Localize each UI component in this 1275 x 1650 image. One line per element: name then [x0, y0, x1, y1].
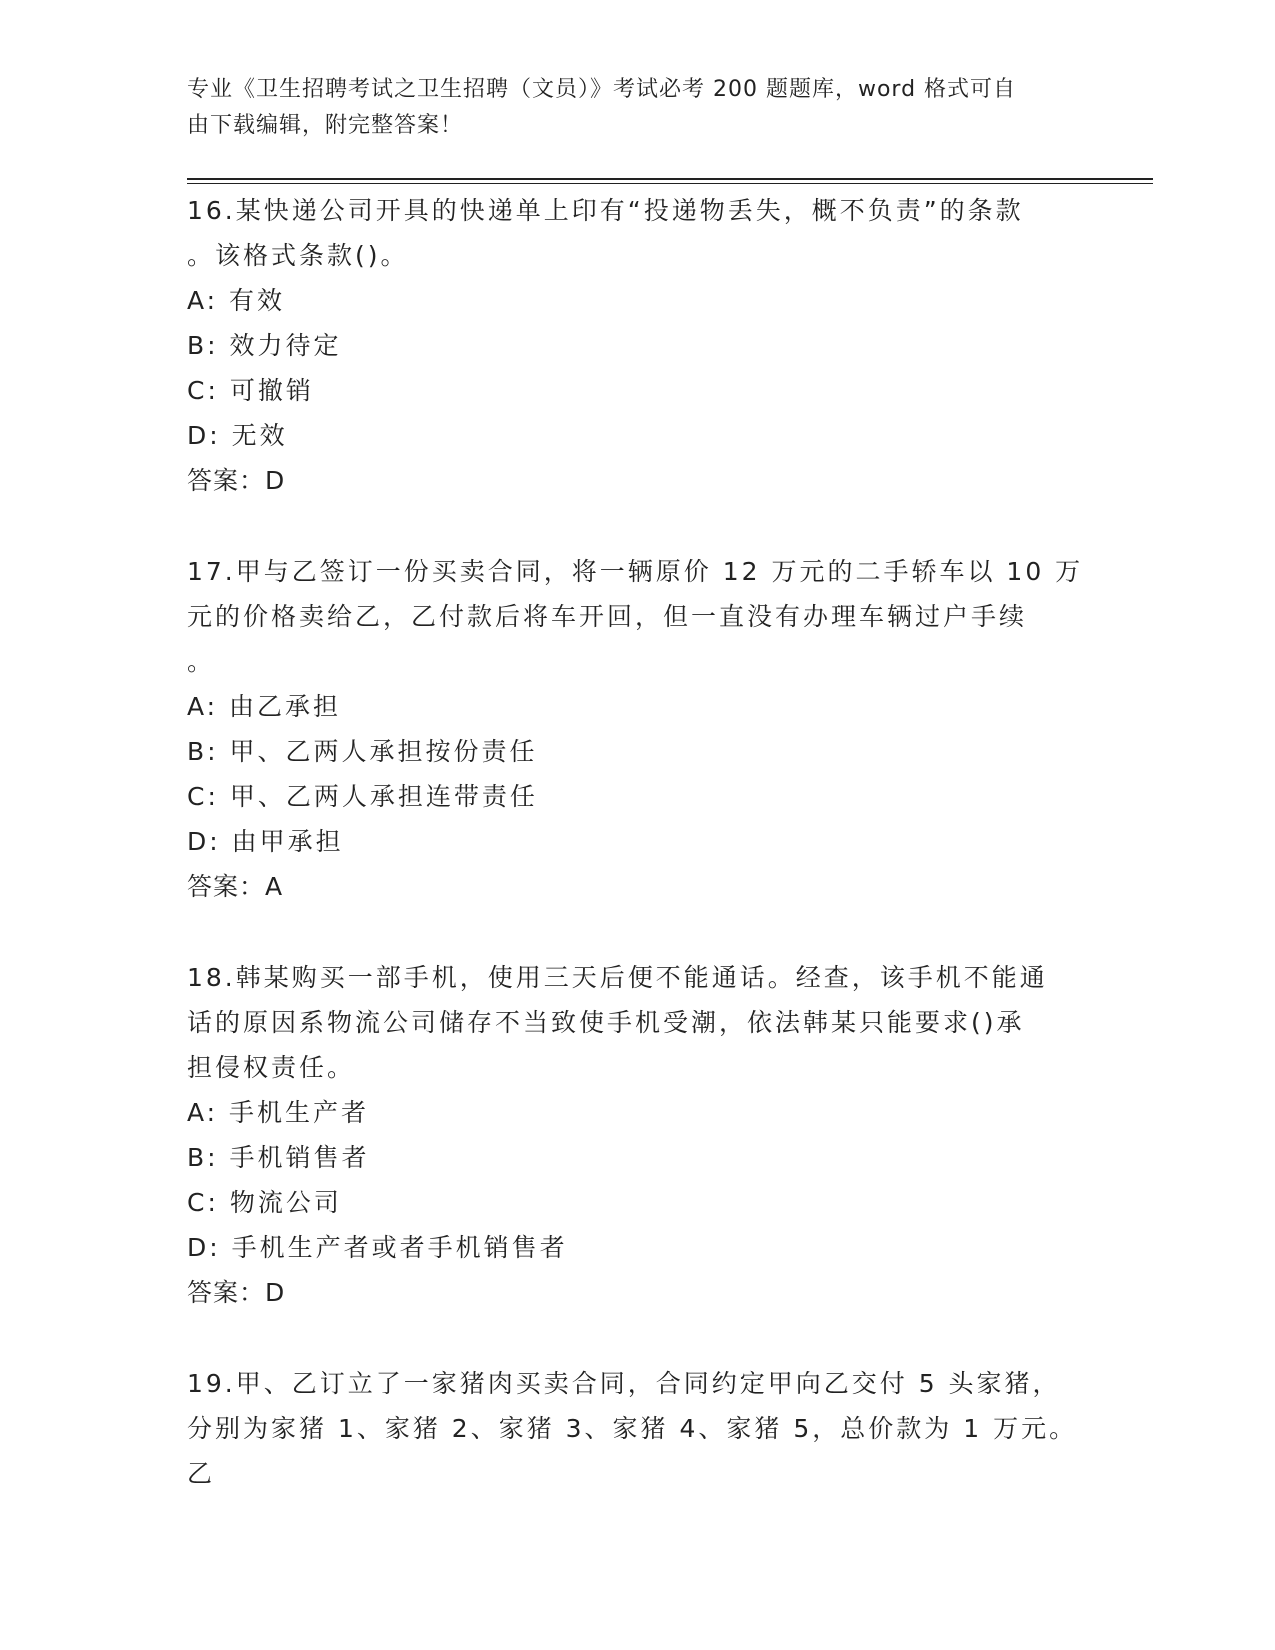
- header-divider-thick: [187, 178, 1153, 180]
- option-b: B: 甲、乙两人承担按份责任: [187, 737, 538, 766]
- answer-line: 答案：A: [187, 872, 284, 901]
- option-c: C: 物流公司: [187, 1188, 342, 1217]
- question-stem-line: 16.某快递公司开具的快递单上印有“投递物丢失，概不负责”的条款: [187, 196, 1024, 225]
- question-17: [187, 549, 1087, 909]
- question-stem-line: 18.韩某购买一部手机，使用三天后便不能通话。经查，该手机不能通: [187, 963, 1048, 992]
- option-a: A: 有效: [187, 286, 286, 315]
- question-19: [187, 1361, 1087, 1496]
- question-stem-line: 话的原因系物流公司储存不当致使手机受潮，依法韩某只能要求()承: [187, 1008, 1025, 1037]
- question-stem-line: 。该格式条款()。: [187, 241, 409, 270]
- header-line-1: 专业《卫生招聘考试之卫生招聘（文员）》考试必考 200 题题库，word 格式可自: [187, 77, 1017, 102]
- option-d: D: 由甲承担: [187, 827, 344, 856]
- question-stem-line: 分别为家猪 1、家猪 2、家猪 3、家猪 4、家猪 5，总价款为 1 万元。乙: [187, 1414, 1078, 1488]
- header-line-2: 由下载编辑，附完整答案！: [187, 113, 464, 138]
- option-b: B: 手机销售者: [187, 1143, 370, 1172]
- option-c: C: 甲、乙两人承担连带责任: [187, 782, 538, 811]
- header-divider-thin: [187, 183, 1153, 184]
- question-16: [187, 188, 1087, 503]
- answer-line: 答案：D: [187, 1278, 286, 1307]
- question-stem-line: 担侵权责任。: [187, 1053, 356, 1082]
- question-18: [187, 955, 1087, 1315]
- question-stem-line: 19.甲、乙订立了一家猪肉买卖合同，合同约定甲向乙交付 5 头家猪，: [187, 1369, 1061, 1398]
- answer-line: 答案：D: [187, 466, 286, 495]
- question-list: [187, 188, 1087, 1542]
- option-d: D: 手机生产者或者手机销售者: [187, 1233, 568, 1262]
- option-d: D: 无效: [187, 421, 288, 450]
- document-header: [187, 72, 1067, 144]
- question-stem-line: 。: [187, 647, 216, 676]
- question-stem-line: 17.甲与乙签订一份买卖合同，将一辆原价 12 万元的二手轿车以 10 万: [187, 557, 1084, 586]
- option-c: C: 可撤销: [187, 376, 314, 405]
- option-a: A: 手机生产者: [187, 1098, 370, 1127]
- option-a: A: 由乙承担: [187, 692, 342, 721]
- option-b: B: 效力待定: [187, 331, 342, 360]
- question-stem-line: 元的价格卖给乙，乙付款后将车开回，但一直没有办理车辆过户手续: [187, 602, 1028, 631]
